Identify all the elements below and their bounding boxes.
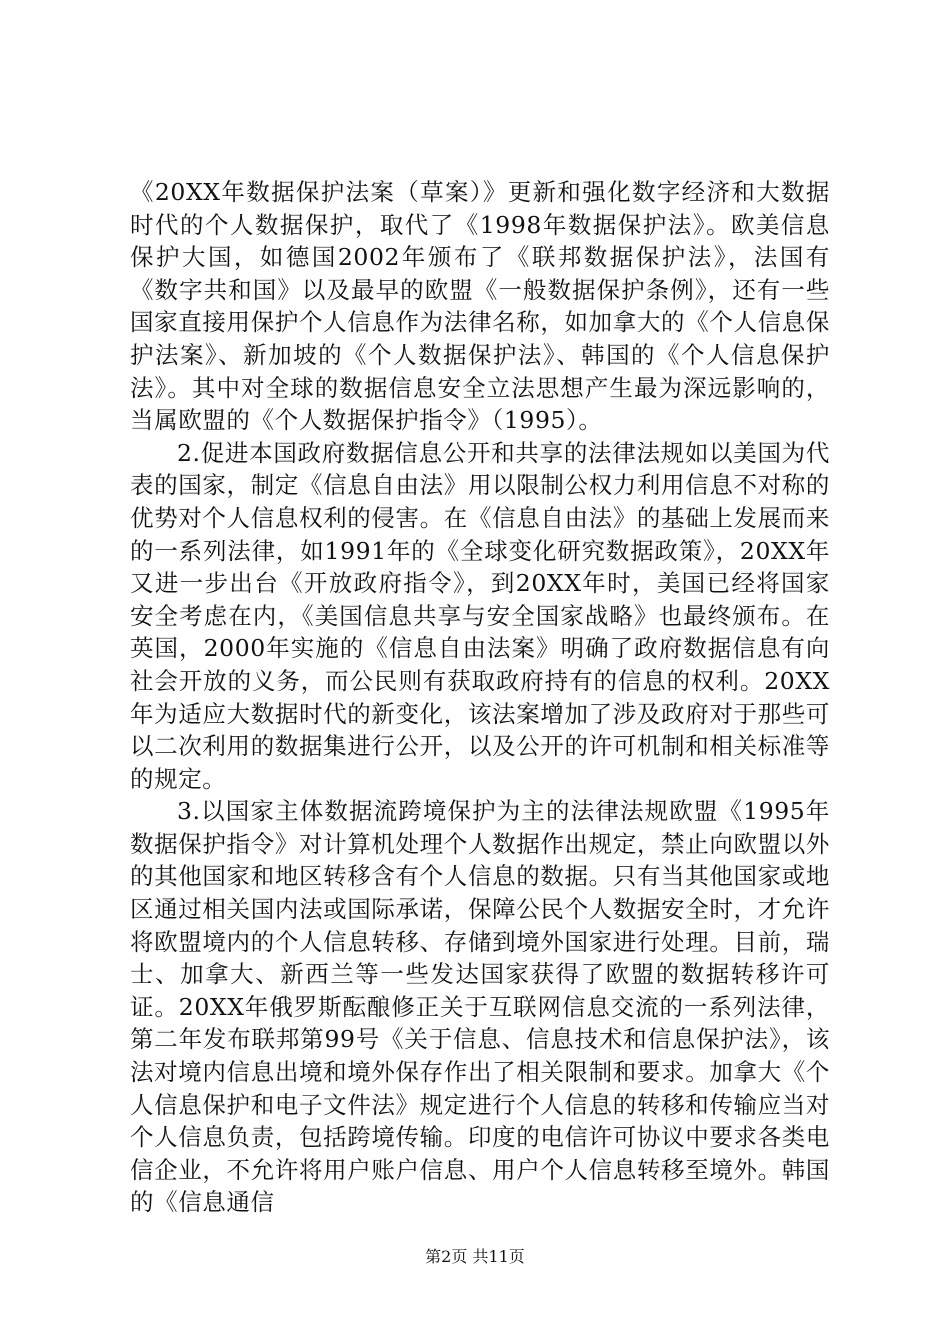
paragraph-1: 《20XX年数据保护法案（草案）》更新和强化数字经济和大数据时代的个人数据保护，取代了《1998年数据保护法》。欧美信息保护大国，如德国2002年颁布了《联邦数据保护法》，法国有《数字共和国》以及最早的欧盟《一般数据保护条例》，还有一些国家直接用保护个人信息作为法律名称，如加拿大的《个人信息保护法案》、新加坡的《个人数据保护法》、韩国的《个人信息保护法》。其中对全球的数据信息安全立法思想产生最为深远影响的，当属欧盟的《个人数据保护指令》（1995）。 — [130, 178, 830, 435]
document-body — [130, 176, 830, 1219]
page-footer: 第2页 共11页 — [425, 1247, 525, 1266]
paragraph-3: 3.以国家主体数据流跨境保护为主的法律法规欧盟《1995年数据保护指令》对计算机处理个人数据作出规定，禁止向欧盟以外的其他国家和地区转移含有个人信息的数据。只有当其他国家或地区通过相关国内法或国际承诺，保障公民个人数据安全时，才允许将欧盟境内的个人信息转移、存储到境外国家进行处理。目前，瑞士、加拿大、新西兰等一些发达国家获得了欧盟的数据转移许可证。20XX年俄罗斯酝酿修正关于互联网信息交流的一系列法律，第二年发布联邦第99号《关于信息、信息技术和信息保护法》，该法对境内信息出境和境外保存作出了相关限制和要求。加拿大《个人信息保护和电子文件法》规定进行个人信息的转移和传输应当对个人信息负责，包括跨境传输。印度的电信许可协议中要求各类电信企业，不允许将用户账户信息、用户个人信息转移至境外。韩国的《信息通信 — [130, 797, 830, 1217]
paragraph-2: 2.促进本国政府数据信息公开和共享的法律法规如以美国为代表的国家，制定《信息自由法》用以限制公权力利用信息不对称的优势对个人信息权利的侵害。在《信息自由法》的基础上发展而来的一系列法律，如1991年的《全球变化研究数据政策》，20XX年又进一步出台《开放政府指令》，到20XX年时，美国已经将国家安全考虑在内，《美国信息共享与安全国家战略》也最终颁布。在英国，2000年实施的《信息自由法案》明确了政府数据信息有向社会开放的义务，而公民则有获取政府持有的信息的权利。20XX年为适应大数据时代的新变化，该法案增加了涉及政府对于那些可以二次利用的数据集进行公开，以及公开的许可机制和相关标准等的规定。 — [130, 438, 830, 793]
